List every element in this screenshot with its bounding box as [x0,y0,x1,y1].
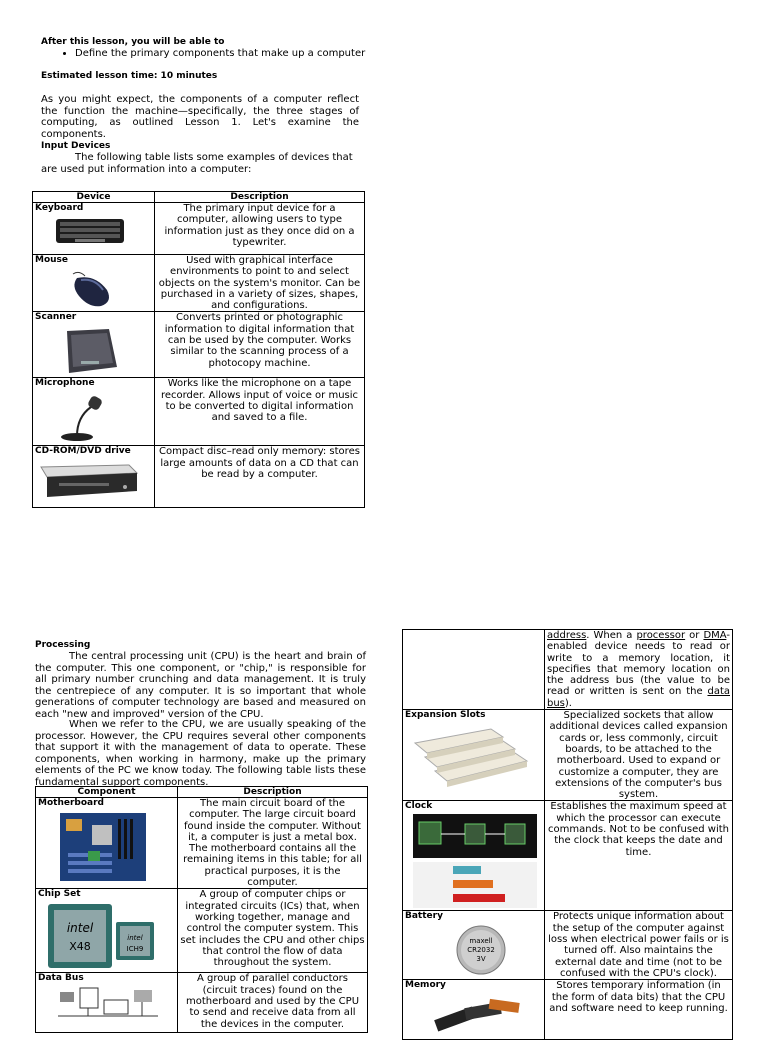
processing-para-1: The central processing unit (CPU) is the heart and brain of the computer. This one component, or "chip," is responsible for all primary number crunching and data management. It is truly the centrepiece of any computer. It is so important that whole generations of computer technology are based and measured on each "new and improved" version of the CPU. [35,651,366,720]
table-row [36,798,368,889]
table-row [33,255,365,312]
components-table-continued [402,629,733,1040]
component-name: Data Bus [38,973,84,984]
expansion-slots-icon [411,723,531,793]
component-name: Expansion Slots [405,710,486,721]
lesson-intro: As you might expect, the components of a computer reflect the function the machine—specifically, the three stages of computing, as outlined Lesson 1. Let's examine the components. [41,94,359,140]
objectives-heading: After this lesson, you will be able to [41,37,225,47]
chip2-brand-label: intel [127,934,143,943]
table-row [403,710,733,801]
table-row [403,980,733,1040]
address-bus-text: ). [564,697,572,709]
memory-sticks-icon [425,993,535,1033]
address-bus-text: -enabled device needs to read or write to a memory location, it specifies that memory location on the address bus (the value to be read or written is sent on the [547,630,730,698]
bus-diagram-icon [58,986,158,1022]
processing-heading: Processing [35,640,91,650]
component-name: Memory [405,980,446,991]
keyboard-icon [55,216,125,246]
optical-drive-icon [39,459,139,499]
component-description: A group of computer chips or integrated circuits (ICs) that, when working together, manage and control the computer system. This set includes the CPU and other chips that control the flow of data throughout the system. [178,889,368,973]
lesson-time: Estimated lesson time: 10 minutes [41,71,218,81]
table-header-row [33,192,365,203]
input-devices-heading: Input Devices [41,141,111,151]
device-name: Scanner [35,312,77,323]
scanner-icon [55,325,125,377]
device-name: CD-ROM/DVD drive [35,446,131,457]
microphone-icon [55,391,125,443]
device-description: Works like the microphone on a tape recorder. Allows input of voice or music to be converted to digital information and saved to a file. [155,378,365,446]
table-row [36,889,368,973]
chip-icon [46,902,156,970]
device-description: Used with graphical interface environments to point to and select objects on the system's monitor. Can be purchased in a variety of sizes, shapes, and configurations. [155,255,365,312]
dma-link[interactable]: DMA [703,630,727,641]
component-name: Battery [405,911,443,922]
data-bus-link[interactable]: data bus [547,686,730,709]
processing-para-2: When we refer to the CPU, we are usually speaking of the processor. However, the CPU requires several other components that support it with the management of data to operate. These components, when working in harmony, make up the primary elements of the PC we know today. The following table lists these fundamental support components. [35,719,366,788]
table-row [33,312,365,378]
device-name: Microphone [35,378,95,389]
component-description: A group of parallel conductors (circuit traces) found on the motherboard and used by the CPU to send and receive data from all the devices in the computer. [178,973,368,1033]
device-name: Keyboard [35,203,84,213]
component-name: Motherboard [38,798,104,808]
component-name: Chip Set [38,889,81,900]
table-row [33,203,365,255]
battery-voltage-label: 3V [476,955,486,964]
mouse-icon [55,268,125,310]
component-description: Stores temporary information (in the form of data bits) that the CPU and software need to keep running. [545,980,733,1040]
address-bus-description [545,630,733,710]
table-row [403,630,733,710]
table-row [403,911,733,980]
components-table [35,786,368,1033]
table-header-row [36,787,368,798]
component-description: Establishes the maximum speed at which the processor can execute commands. Not to be confused with the clock that keeps the date and time. [545,801,733,911]
processor-link[interactable]: processor [636,630,686,641]
chip-model-label: X48 [69,940,91,954]
component-description: Protects unique information about the setup of the computer against loss when electrical power fails or is turned off. Also maintains the external date and time (not to be confused with the CPU's clock). [545,911,733,980]
input-devices-table [32,191,365,508]
device-description: The primary input device for a computer, allowing users to type information just as they once did on a typewriter. [155,203,365,255]
table-row [33,378,365,446]
coin-battery-icon [441,924,521,976]
objectives-list [41,48,371,60]
address-link[interactable]: address [547,630,587,641]
col-component-header: Component [36,787,178,798]
battery-model-label: CR2032 [467,946,495,955]
device-description: Compact disc–read only memory: stores large amounts of data on a CD that can be read by a computer. [155,446,365,508]
address-bus-text: or [685,630,704,641]
address-bus-text: . When a [586,630,637,641]
clock-diagram-icon [413,814,537,908]
battery-brand-label: maxell [469,937,493,946]
chip-brand-label: intel [66,921,94,936]
device-name: Mouse [35,255,69,265]
table-row [403,801,733,911]
input-devices-intro: The following table lists some examples of devices that are used put information into a computer: [41,152,353,175]
col-description-header: Description [155,192,365,203]
component-description: Specialized sockets that allow additional devices called expansion cards or, less commonly, circuit boards, to be attached to the motherboard. Used to expand or customize a computer, they are extensions of the computer's bus system. [545,710,733,801]
motherboard-icon [58,811,148,883]
component-description: The main circuit board of the computer. The large circuit board found inside the computer. Without it, a computer is just a metal box. The motherboard contains all the remaining items in this table; for all practical purposes, it is the computer. [178,798,368,889]
chip2-model-label: ICH9 [126,945,144,954]
device-description: Converts printed or photographic information to digital information that can be used by the computer. Works similar to the scanning process of a photocopy machine. [155,312,365,378]
table-row [33,446,365,508]
objective-item: • Define the primary components that make up a computer [75,48,371,60]
component-name: Clock [405,801,433,812]
col-device-header: Device [33,192,155,203]
col-description-header: Description [178,787,368,798]
